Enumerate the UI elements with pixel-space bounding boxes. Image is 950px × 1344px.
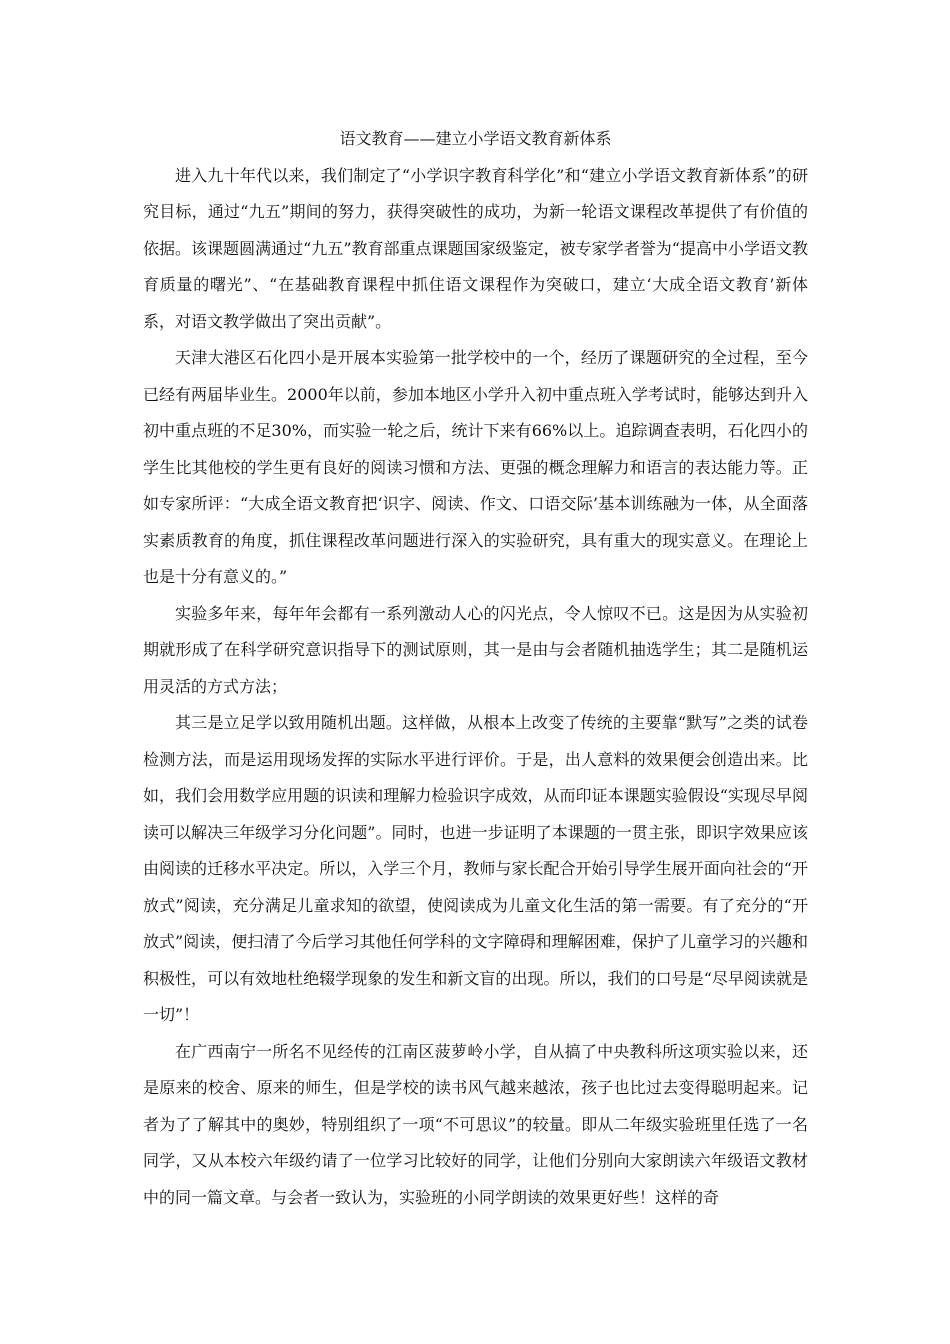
paragraph-1: 进入九十年代以来，我们制定了“小学识字教育科学化”和“建立小学语文教育新体系”的研究目标，通过“九五”期间的努力，获得突破性的成功，为新一轮语文课程改革提供了有价值的依据。该课题圆满通过“九五”教育部重点课题国家级鉴定，被专家学者誉为“提高中小学语文教育质量的曙光”、“在基础教育课程中抓住语文课程作为突破口，建立‘大成全语文教育’新体系，对语文教学做出了突出贡献”。	[143, 165, 808, 331]
paragraph-5: 在广西南宁一所名不见经传的江南区菠萝岭小学，自从搞了中央教科所这项实验以来，还是原来的校舍、原来的师生，但是学校的读书风气越来越浓，孩子也比过去变得聪明起来。记者为了了解其中的奥妙，特别组织了一项“不可思议”的较量。即从二年级实验班里任选了一名同学，又从本校六年级约请了一位学习比较好的同学，让他们分别向大家朗读六年级语文教材中的同一篇文章。与会者一致认为，实验班的小同学朗读的效果更好些！这样的奇	[143, 1041, 808, 1207]
document-title: 语文教育——建立小学语文教育新体系	[339, 129, 612, 148]
paragraph-2: 天津大港区石化四小是开展本实验第一批学校中的一个，经历了课题研究的全过程，至今已经有两届毕业生。2000年以前，参加本地区小学升入初中重点班入学考试时，能够达到升入初中重点班的不足30%，而实验一轮之后，统计下来有66%以上。追踪调查表明，石化四小的学生比其他校的学生更有良好的阅读习惯和方法、更强的概念理解力和语言的表达能力等。正如专家所评：“大成全语文教育把‘识字、阅读、作文、口语交际’基本训练融为一体，从全面落实素质教育的角度，抓住课程改革问题进行深入的实验研究，具有重大的现实意义。在理论上也是十分有意义的。”	[143, 348, 808, 586]
document-body	[143, 121, 808, 1216]
paragraph-3: 实验多年来，每年年会都有一系列激动人心的闪光点，令人惊叹不已。这是因为从实验初期就形成了在科学研究意识指导下的测试原则，其一是由与会者随机抽选学生；其二是随机运用灵活的方式方法；	[143, 603, 808, 696]
paragraph-4: 其三是立足学以致用随机出题。这样做，从根本上改变了传统的主要靠“默写”之类的试卷检测方法，而是运用现场发挥的实际水平进行评价。于是，出人意料的效果便会创造出来。比如，我们会用数学应用题的识读和理解力检验识字成效，从而印证本课题实验假设“实现尽早阅读可以解决三年级学习分化问题”。同时，也进一步证明了本课题的一贯主张，即识字效果应该由阅读的迁移水平决定。所以，入学三个月，教师与家长配合开始引导学生展开面向社会的“开放式”阅读，充分满足儿童求知的欲望，使阅读成为儿童文化生活的第一需要。有了充分的“开放式”阅读，便扫清了今后学习其他任何学科的文字障碍和理解困难，保护了儿童学习的兴趣和积极性，可以有效地杜绝辍学现象的发生和新文盲的出现。所以，我们的口号是“尽早阅读就是一切”！	[143, 713, 808, 1024]
